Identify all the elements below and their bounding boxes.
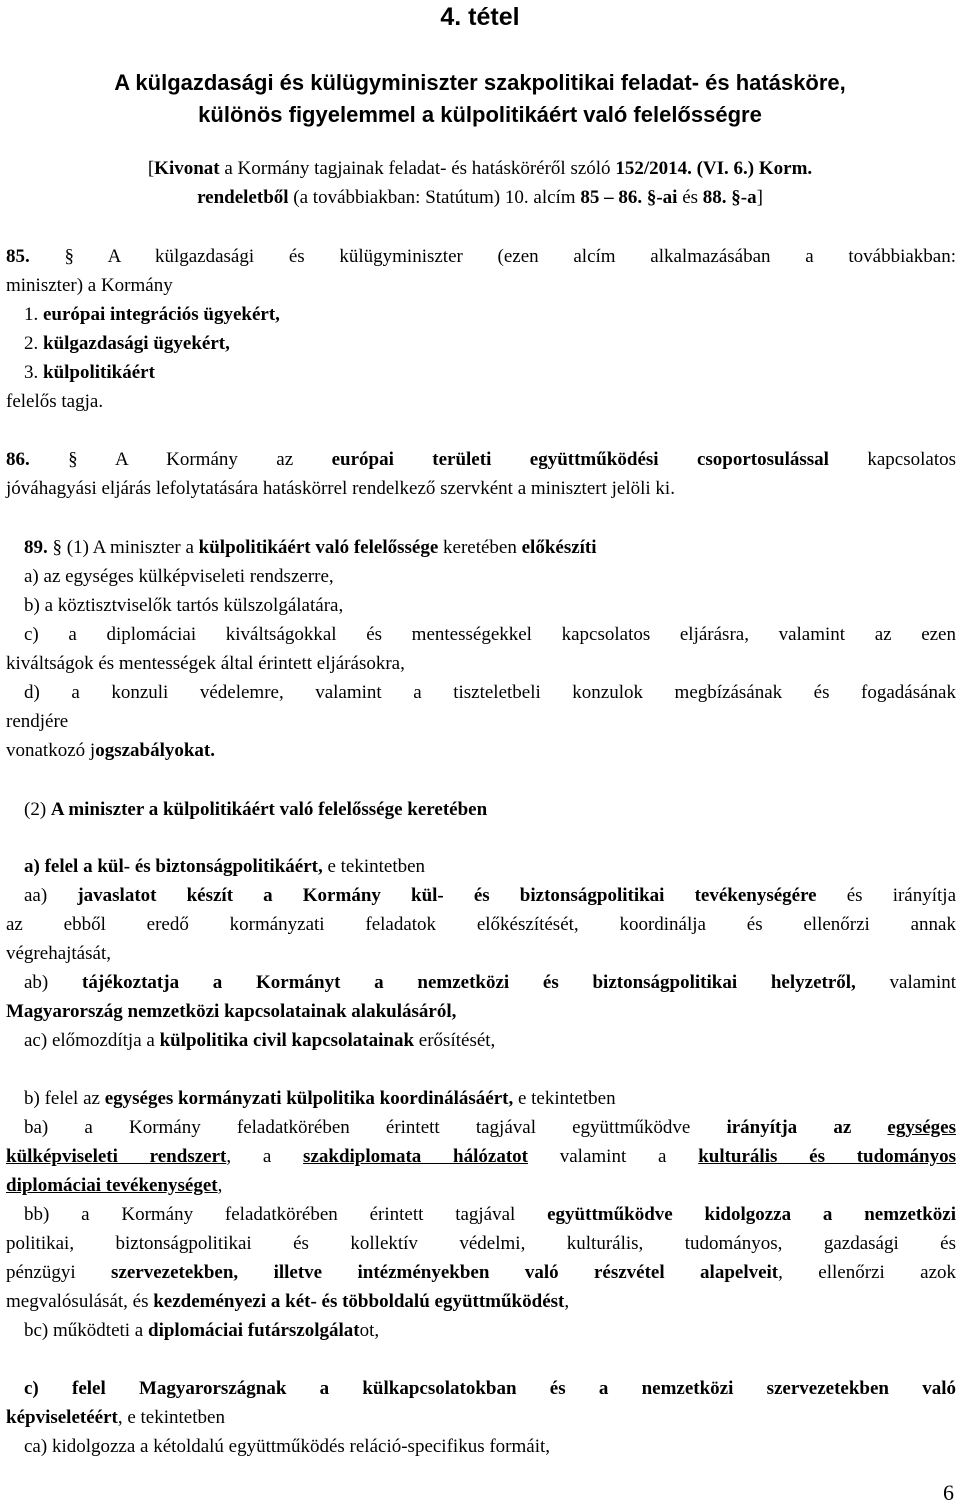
text-run: rendjére bbox=[6, 711, 69, 732]
list-item bbox=[24, 303, 956, 327]
text-run: b) felel az bbox=[24, 1088, 105, 1109]
text-run: szakdiplomata hálózatot bbox=[303, 1146, 528, 1167]
text-run: a) az egységes külképviseleti rendszerre, bbox=[24, 566, 334, 587]
paragraph-line bbox=[6, 1174, 956, 1198]
text-run: ac) előmozdítja a bbox=[24, 1030, 160, 1051]
text-run: [ bbox=[147, 158, 155, 179]
paragraph-line bbox=[6, 245, 956, 269]
list-item bbox=[24, 361, 956, 385]
text-run: e tekintetben bbox=[322, 856, 426, 877]
text-run: , bbox=[217, 1175, 223, 1196]
text-run: egységes bbox=[887, 1117, 956, 1138]
text-run: kulturális és tudományos bbox=[698, 1146, 956, 1167]
text-run: ca) kidolgozza a kétoldalú együttműködés reláció-specifikus formáit, bbox=[24, 1436, 551, 1457]
paragraph-line bbox=[6, 1290, 956, 1314]
heading-line-2: különös figyelemmel a külpolitikáért való felelősségre bbox=[198, 102, 762, 127]
text-run: keretében bbox=[438, 537, 522, 558]
text-run: és irányítja bbox=[816, 885, 957, 906]
text-run: külképviseleti rendszert bbox=[6, 1146, 227, 1167]
list-item bbox=[24, 623, 956, 647]
list-item bbox=[24, 884, 956, 908]
paragraph-line bbox=[6, 1232, 956, 1256]
text-run: 3. bbox=[24, 362, 43, 383]
text-run: valamint bbox=[855, 972, 957, 993]
list-item bbox=[24, 1435, 956, 1459]
list-item bbox=[24, 681, 956, 705]
text-run: ogszabályokat. bbox=[95, 740, 216, 761]
text-run: 85 – 86. §-ai bbox=[580, 187, 678, 208]
text-run: rendeletből bbox=[197, 187, 289, 208]
section-heading bbox=[24, 798, 956, 822]
text-run: 152/2014. (VI. 6.) Korm. bbox=[615, 158, 813, 179]
text-run: aa) bbox=[24, 885, 78, 906]
text-run: és bbox=[677, 187, 703, 208]
text-run: , e tekintetben bbox=[117, 1407, 225, 1428]
text-run: külpolitika civil kapcsolatainak bbox=[159, 1030, 415, 1051]
text-run: külpolitikáért való felelőssége bbox=[198, 537, 439, 558]
list-item bbox=[24, 565, 956, 589]
text-run: végrehajtását, bbox=[6, 943, 111, 964]
text-run: kezdeményezi a két- és többoldalú együttműködést bbox=[153, 1291, 565, 1312]
paragraph-line bbox=[6, 739, 956, 763]
paragraph-line bbox=[24, 1087, 956, 1111]
text-run: az ebből eredő kormányzati feladatok előkészítését, koordinálja és ellenőrzi annak bbox=[6, 914, 956, 935]
text-run: európai integrációs ügyekért, bbox=[43, 304, 280, 325]
text-run: bc) működteti a bbox=[24, 1320, 148, 1341]
paragraph-line bbox=[6, 913, 956, 937]
page-title: 4. tétel bbox=[440, 3, 520, 31]
text-run: a Kormány tagjainak feladat- és hatásköréről szóló bbox=[219, 158, 616, 179]
text-run: miniszter) a Kormány bbox=[6, 275, 173, 296]
text-run: képviseletéért bbox=[6, 1407, 118, 1428]
text-run: diplomáciai futárszolgálat bbox=[148, 1320, 360, 1341]
list-item bbox=[24, 1319, 956, 1343]
text-run: előkészíti bbox=[521, 537, 597, 558]
text-run: § A külgazdasági és külügyminiszter (ezen alcím alkalmazásában a továbbiakban: bbox=[29, 246, 956, 267]
text-run: vonatkozó j bbox=[6, 740, 96, 761]
list-item bbox=[24, 1377, 956, 1401]
text-run: egységes kormányzati külpolitika koordinálásáért, bbox=[104, 1088, 514, 1109]
text-run: § (1) A miniszter a bbox=[47, 537, 199, 558]
text-run: 89. bbox=[24, 537, 48, 558]
text-run: 88. §-a bbox=[702, 187, 757, 208]
text-run: ab) bbox=[24, 972, 82, 993]
text-run: diplomáciai tevékenységet bbox=[6, 1175, 218, 1196]
text-run: Magyarország nemzetközi kapcsolatainak alakulásáról, bbox=[6, 1001, 457, 1022]
paragraph-line bbox=[6, 1406, 956, 1430]
paragraph-line bbox=[6, 274, 956, 298]
list-item bbox=[24, 1116, 956, 1140]
text-run: erősítését, bbox=[414, 1030, 496, 1051]
text-run: 1. bbox=[24, 304, 43, 325]
text-run: 85. bbox=[6, 246, 30, 267]
text-run: külgazdasági ügyekért, bbox=[43, 333, 230, 354]
text-run: e tekintetben bbox=[513, 1088, 616, 1109]
list-item bbox=[24, 971, 956, 995]
text-run: európai területi együttműködési csoportosulással bbox=[331, 449, 829, 470]
page-number: 6 bbox=[943, 1480, 954, 1505]
text-run: politikai, biztonságpolitikai és kollektív védelmi, kulturális, tudományos, gazdasági és bbox=[6, 1233, 956, 1254]
text-run: (a továbbiakban: Statútum) 10. alcím bbox=[288, 187, 581, 208]
text-run: a) felel a kül- és biztonságpolitikáért, bbox=[24, 856, 323, 877]
text-run: kiváltságok és mentességek által érintett eljárásokra, bbox=[6, 653, 405, 674]
text-run: c) felel Magyarországnak a külkapcsolatokban és a nemzetközi szervezetekben való bbox=[24, 1378, 956, 1399]
paragraph-line bbox=[6, 477, 956, 501]
intro-line bbox=[0, 186, 960, 210]
text-run: kapcsolatos bbox=[828, 449, 956, 470]
text-run: , bbox=[564, 1291, 570, 1312]
text-run: javaslatot készít a Kormány kül- és biztonságpolitikai tevékenységére bbox=[77, 885, 817, 906]
text-run: , ellenőrzi azok bbox=[778, 1262, 956, 1283]
text-run: megvalósulását, és bbox=[6, 1291, 154, 1312]
text-run: irányítja az bbox=[726, 1117, 888, 1138]
paragraph-line bbox=[6, 1261, 956, 1285]
paragraph-line bbox=[24, 855, 956, 879]
list-item bbox=[24, 332, 956, 356]
text-run: felelős tagja. bbox=[6, 391, 104, 412]
text-run: külpolitikáért bbox=[43, 362, 155, 383]
paragraph-line bbox=[6, 710, 956, 734]
text-run: c) a diplomáciai kiváltságokkal és mentességekkel kapcsolatos eljárásra, valamint az ezen bbox=[24, 624, 956, 645]
text-run: d) a konzuli védelemre, valamint a tiszteletbeli konzulok megbízásának és fogadásának bbox=[24, 682, 956, 703]
text-run: b) a köztisztviselők tartós külszolgálatára, bbox=[24, 595, 344, 616]
list-item bbox=[24, 594, 956, 618]
text-run: A miniszter a külpolitikáért való felelőssége keretében bbox=[50, 799, 488, 820]
heading-line-1: A külgazdasági és külügyminiszter szakpolitikai feladat- és hatásköre, bbox=[114, 70, 846, 95]
list-item bbox=[24, 1203, 956, 1227]
text-run: § A Kormány az bbox=[29, 449, 332, 470]
text-run: 86. bbox=[6, 449, 30, 470]
paragraph-line bbox=[6, 1000, 956, 1024]
text-run: tájékoztatja a Kormányt a nemzetközi és biztonságpolitikai helyzetről, bbox=[82, 972, 856, 993]
paragraph-line bbox=[24, 536, 956, 560]
paragraph-line bbox=[6, 448, 956, 472]
text-run: Kivonat bbox=[154, 158, 220, 179]
text-run: 2. bbox=[24, 333, 43, 354]
paragraph-line bbox=[6, 1145, 956, 1169]
paragraph-line bbox=[6, 652, 956, 676]
paragraph-line bbox=[6, 942, 956, 966]
text-run: együttműködve kidolgozza a nemzetközi bbox=[547, 1204, 956, 1225]
paragraph-line bbox=[6, 390, 956, 414]
text-run: (2) bbox=[24, 799, 51, 820]
text-run: jóváhagyási eljárás lefolytatására hatáskörrel rendelkező szervként a minisztert jelöli ki. bbox=[6, 478, 675, 499]
text-run: , a bbox=[226, 1146, 304, 1167]
text-run: ot, bbox=[359, 1320, 380, 1341]
text-run: ba) a Kormány feladatkörében érintett tagjával együttműködve bbox=[24, 1117, 727, 1138]
text-run: pénzügyi bbox=[6, 1262, 112, 1283]
text-run: bb) a Kormány feladatkörében érintett tagjával bbox=[24, 1204, 548, 1225]
text-run: ] bbox=[756, 187, 763, 208]
list-item bbox=[24, 1029, 956, 1053]
intro-line bbox=[0, 157, 960, 181]
text-run: valamint a bbox=[527, 1146, 699, 1167]
text-run: szervezetekben, illetve intézményekben való részvétel alapelveit bbox=[111, 1262, 779, 1283]
